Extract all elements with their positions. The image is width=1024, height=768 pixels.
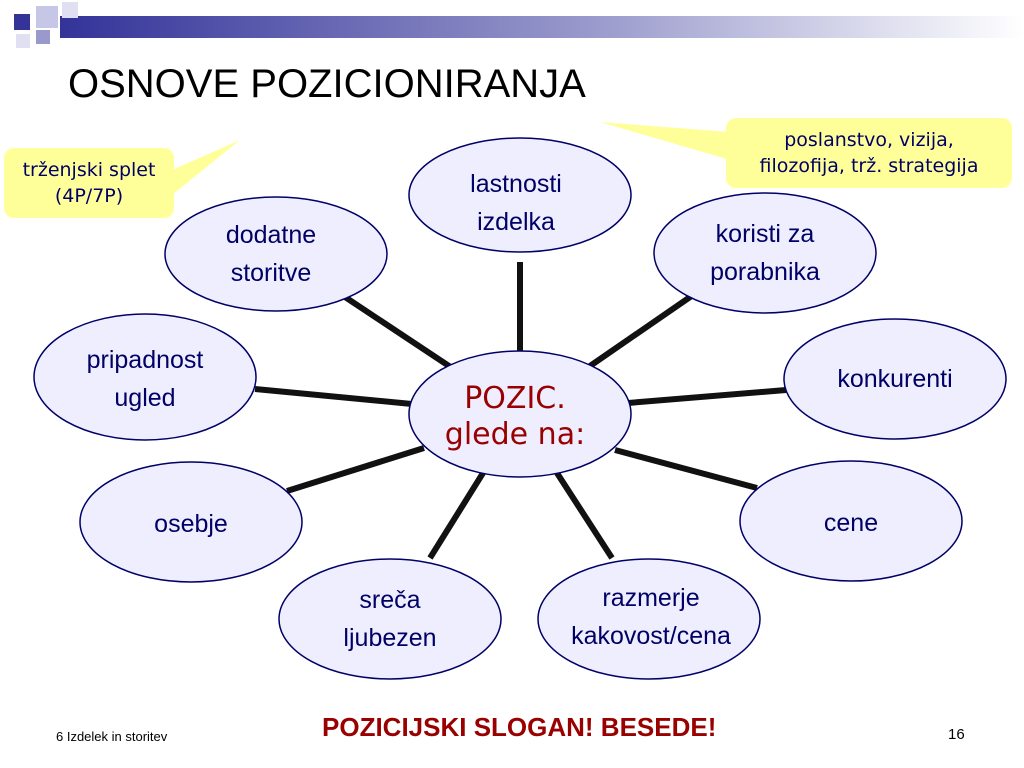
hub-label-line2: glede na: [444, 417, 586, 452]
callout-left-line1: trženjski splet [22, 159, 156, 181]
callout-left-line2: (4P/7P) [54, 185, 124, 207]
hub-label-line1: POZIC. [464, 381, 566, 416]
spoke-line [287, 448, 424, 491]
spoke-line [255, 389, 412, 404]
slide-title: OSNOVE POZICIONIRANJA [68, 62, 586, 106]
node-label-line1: dodatne [225, 221, 317, 249]
spoke-line [615, 450, 757, 488]
node-label-line2: ljubezen [343, 624, 437, 652]
callout-right-text [726, 127, 1012, 179]
node-label-line1: konkurenti [837, 365, 953, 393]
node-label-line1: lastnosti [470, 170, 562, 198]
spoke-line [628, 390, 786, 403]
node-label-line1: pripadnost [86, 346, 204, 374]
node-label-osebje [154, 505, 228, 543]
node-label-dodatne-storitve [226, 216, 316, 292]
spoke-line [557, 473, 612, 558]
spoke-line [590, 295, 693, 366]
positioning-slogan: POZICIJSKI SLOGAN! BESEDE! [322, 712, 717, 742]
hub-label [445, 381, 585, 453]
node-label-line2: storitve [230, 259, 312, 287]
node-label-line1: sreča [359, 586, 421, 614]
node-label-line1: razmerje [602, 584, 700, 612]
node-label-line2: kakovost/cena [571, 622, 731, 650]
footer-section-label: 6 Izdelek in storitev [56, 729, 168, 744]
node-label-koristi-za-porabnika [710, 215, 820, 291]
node-label-line2: porabnika [710, 258, 820, 286]
callout-right-line1: poslanstvo, vizija, [784, 129, 954, 151]
node-label-line1: koristi za [715, 220, 815, 248]
spoke-line [345, 297, 452, 368]
spoke-line [430, 473, 483, 558]
node-label-razmerje-kakovost-cena [571, 579, 731, 655]
callout-left-text [4, 157, 174, 209]
node-label-line1: cene [823, 509, 879, 537]
page-number: 16 [948, 726, 965, 743]
node-label-cene [824, 504, 878, 542]
node-label-pripadnost-ugled [87, 341, 204, 417]
node-label-line1: osebje [154, 510, 228, 538]
node-label-line2: ugled [114, 384, 176, 412]
callout-right-line2: filozofija, trž. strategija [759, 155, 979, 177]
node-label-konkurenti [837, 360, 952, 398]
node-label-lastnosti-izdelka [470, 165, 562, 241]
node-label-sreca-ljubezen [343, 581, 436, 657]
node-label-line2: izdelka [477, 208, 555, 236]
